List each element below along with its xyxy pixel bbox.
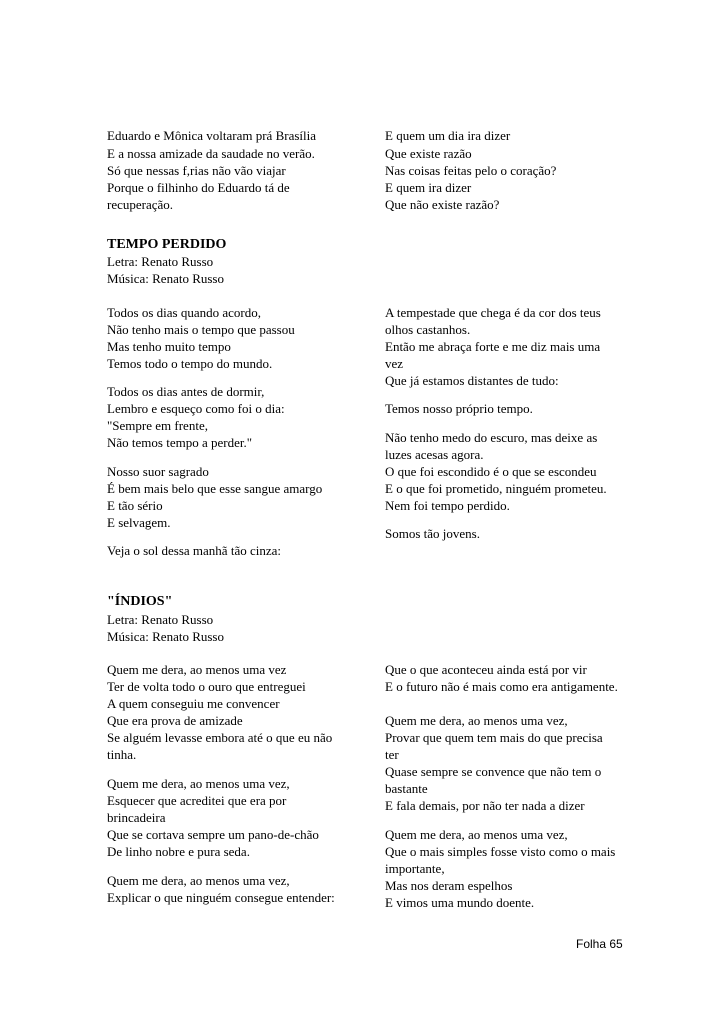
text-line: Não tenho medo do escuro, mas deixe as xyxy=(385,430,598,445)
text-line: Eduardo e Mônica voltaram prá Brasília xyxy=(107,128,317,143)
text-line: O que foi escondido é o que se escondeu xyxy=(385,464,597,479)
text-line: E o que foi prometido, ninguém prometeu. xyxy=(385,481,607,496)
text-line: Mas tenho muito tempo xyxy=(107,339,231,354)
text-line: Que o mais simples fosse visto como o mais xyxy=(385,844,616,859)
text-line: Somos tão jovens. xyxy=(385,526,480,541)
text-line: Quem me dera, ao menos uma vez, xyxy=(385,827,568,842)
text-line: Que era prova de amizade xyxy=(107,713,243,728)
text-line: Não tenho mais o tempo que passou xyxy=(107,322,295,337)
music-credit: Música: Renato Russo xyxy=(107,271,224,286)
text-line: Quem me dera, ao menos uma vez, xyxy=(107,873,290,888)
text-line: Provar que quem tem mais do que precisa xyxy=(385,730,603,745)
lyrics-credit: Letra: Renato Russo xyxy=(107,254,214,269)
text-line: Quem me dera, ao menos uma vez xyxy=(107,662,287,677)
text-line: tinha. xyxy=(107,747,137,762)
text-line: Explicar o que ninguém consegue entender: xyxy=(107,890,335,905)
text-line: De linho nobre e pura seda. xyxy=(107,844,250,859)
text-line: Que se cortava sempre um pano-de-chão xyxy=(107,827,319,842)
text-line: E o futuro não é mais como era antigamente. xyxy=(385,679,618,694)
text-line: ter xyxy=(385,747,399,762)
text-line: E quem ira dizer xyxy=(385,180,472,195)
text-line: Só que nessas f,rias não vão viajar xyxy=(107,163,286,178)
text-line: Quase sempre se convence que não tem o xyxy=(385,764,602,779)
lyrics-credit: Letra: Renato Russo xyxy=(107,612,214,627)
text-line: importante, xyxy=(385,861,445,876)
text-line: Porque o filhinho do Eduardo tá de xyxy=(107,180,290,195)
text-line: Que já estamos distantes de tudo: xyxy=(385,373,559,388)
text-line: "Sempre em frente, xyxy=(107,418,208,433)
text-line: Que o que aconteceu ainda está por vir xyxy=(385,662,587,677)
music-credit: Música: Renato Russo xyxy=(107,629,224,644)
text-line: Todos os dias antes de dormir, xyxy=(107,384,265,399)
text-line: Ter de volta todo o ouro que entreguei xyxy=(107,679,306,694)
text-line: A tempestade que chega é da cor dos teus xyxy=(385,305,601,320)
text-line: Nas coisas feitas pelo o coração? xyxy=(385,163,557,178)
text-line: bastante xyxy=(385,781,428,796)
text-line: E tão sério xyxy=(107,498,163,513)
text-line: Quem me dera, ao menos uma vez, xyxy=(385,713,568,728)
text-line: E a nossa amizade da saudade no verão. xyxy=(107,146,315,161)
text-line: Quem me dera, ao menos uma vez, xyxy=(107,776,290,791)
page-number: Folha 65 xyxy=(576,937,623,951)
text-line: brincadeira xyxy=(107,810,166,825)
text-line: E quem um dia ira dizer xyxy=(385,128,511,143)
text-line: Que existe razão xyxy=(385,146,472,161)
text-line: E vimos uma mundo doente. xyxy=(385,895,535,910)
text-line: Veja o sol dessa manhã tão cinza: xyxy=(107,543,281,558)
text-line: Não temos tempo a perder." xyxy=(107,435,253,450)
text-line: Mas nos deram espelhos xyxy=(385,878,513,893)
text-line: Lembro e esqueço como foi o dia: xyxy=(107,401,285,416)
song-title: TEMPO PERDIDO xyxy=(107,237,227,252)
text-line: Temos todo o tempo do mundo. xyxy=(107,356,273,371)
text-line: Esquecer que acreditei que era por xyxy=(107,793,287,808)
text-line: É bem mais belo que esse sangue amargo xyxy=(107,481,323,496)
text-line: E fala demais, por não ter nada a dizer xyxy=(385,798,585,813)
song-title: "ÍNDIOS" xyxy=(107,594,173,609)
text-line: Temos nosso próprio tempo. xyxy=(385,401,533,416)
text-line: olhos castanhos. xyxy=(385,322,471,337)
text-line: Todos os dias quando acordo, xyxy=(107,305,261,320)
text-line: Que não existe razão? xyxy=(385,197,500,212)
text-line: Se alguém levasse embora até o que eu não xyxy=(107,730,333,745)
text-line: A quem conseguiu me convencer xyxy=(107,696,280,711)
text-line: recuperação. xyxy=(107,197,174,212)
text-line: Então me abraça forte e me diz mais uma xyxy=(385,339,601,354)
text-line: vez xyxy=(385,356,404,371)
text-line: Nosso suor sagrado xyxy=(107,464,209,479)
text-line: E selvagem. xyxy=(107,515,171,530)
text-line: luzes acesas agora. xyxy=(385,447,484,462)
text-line: Nem foi tempo perdido. xyxy=(385,498,510,513)
